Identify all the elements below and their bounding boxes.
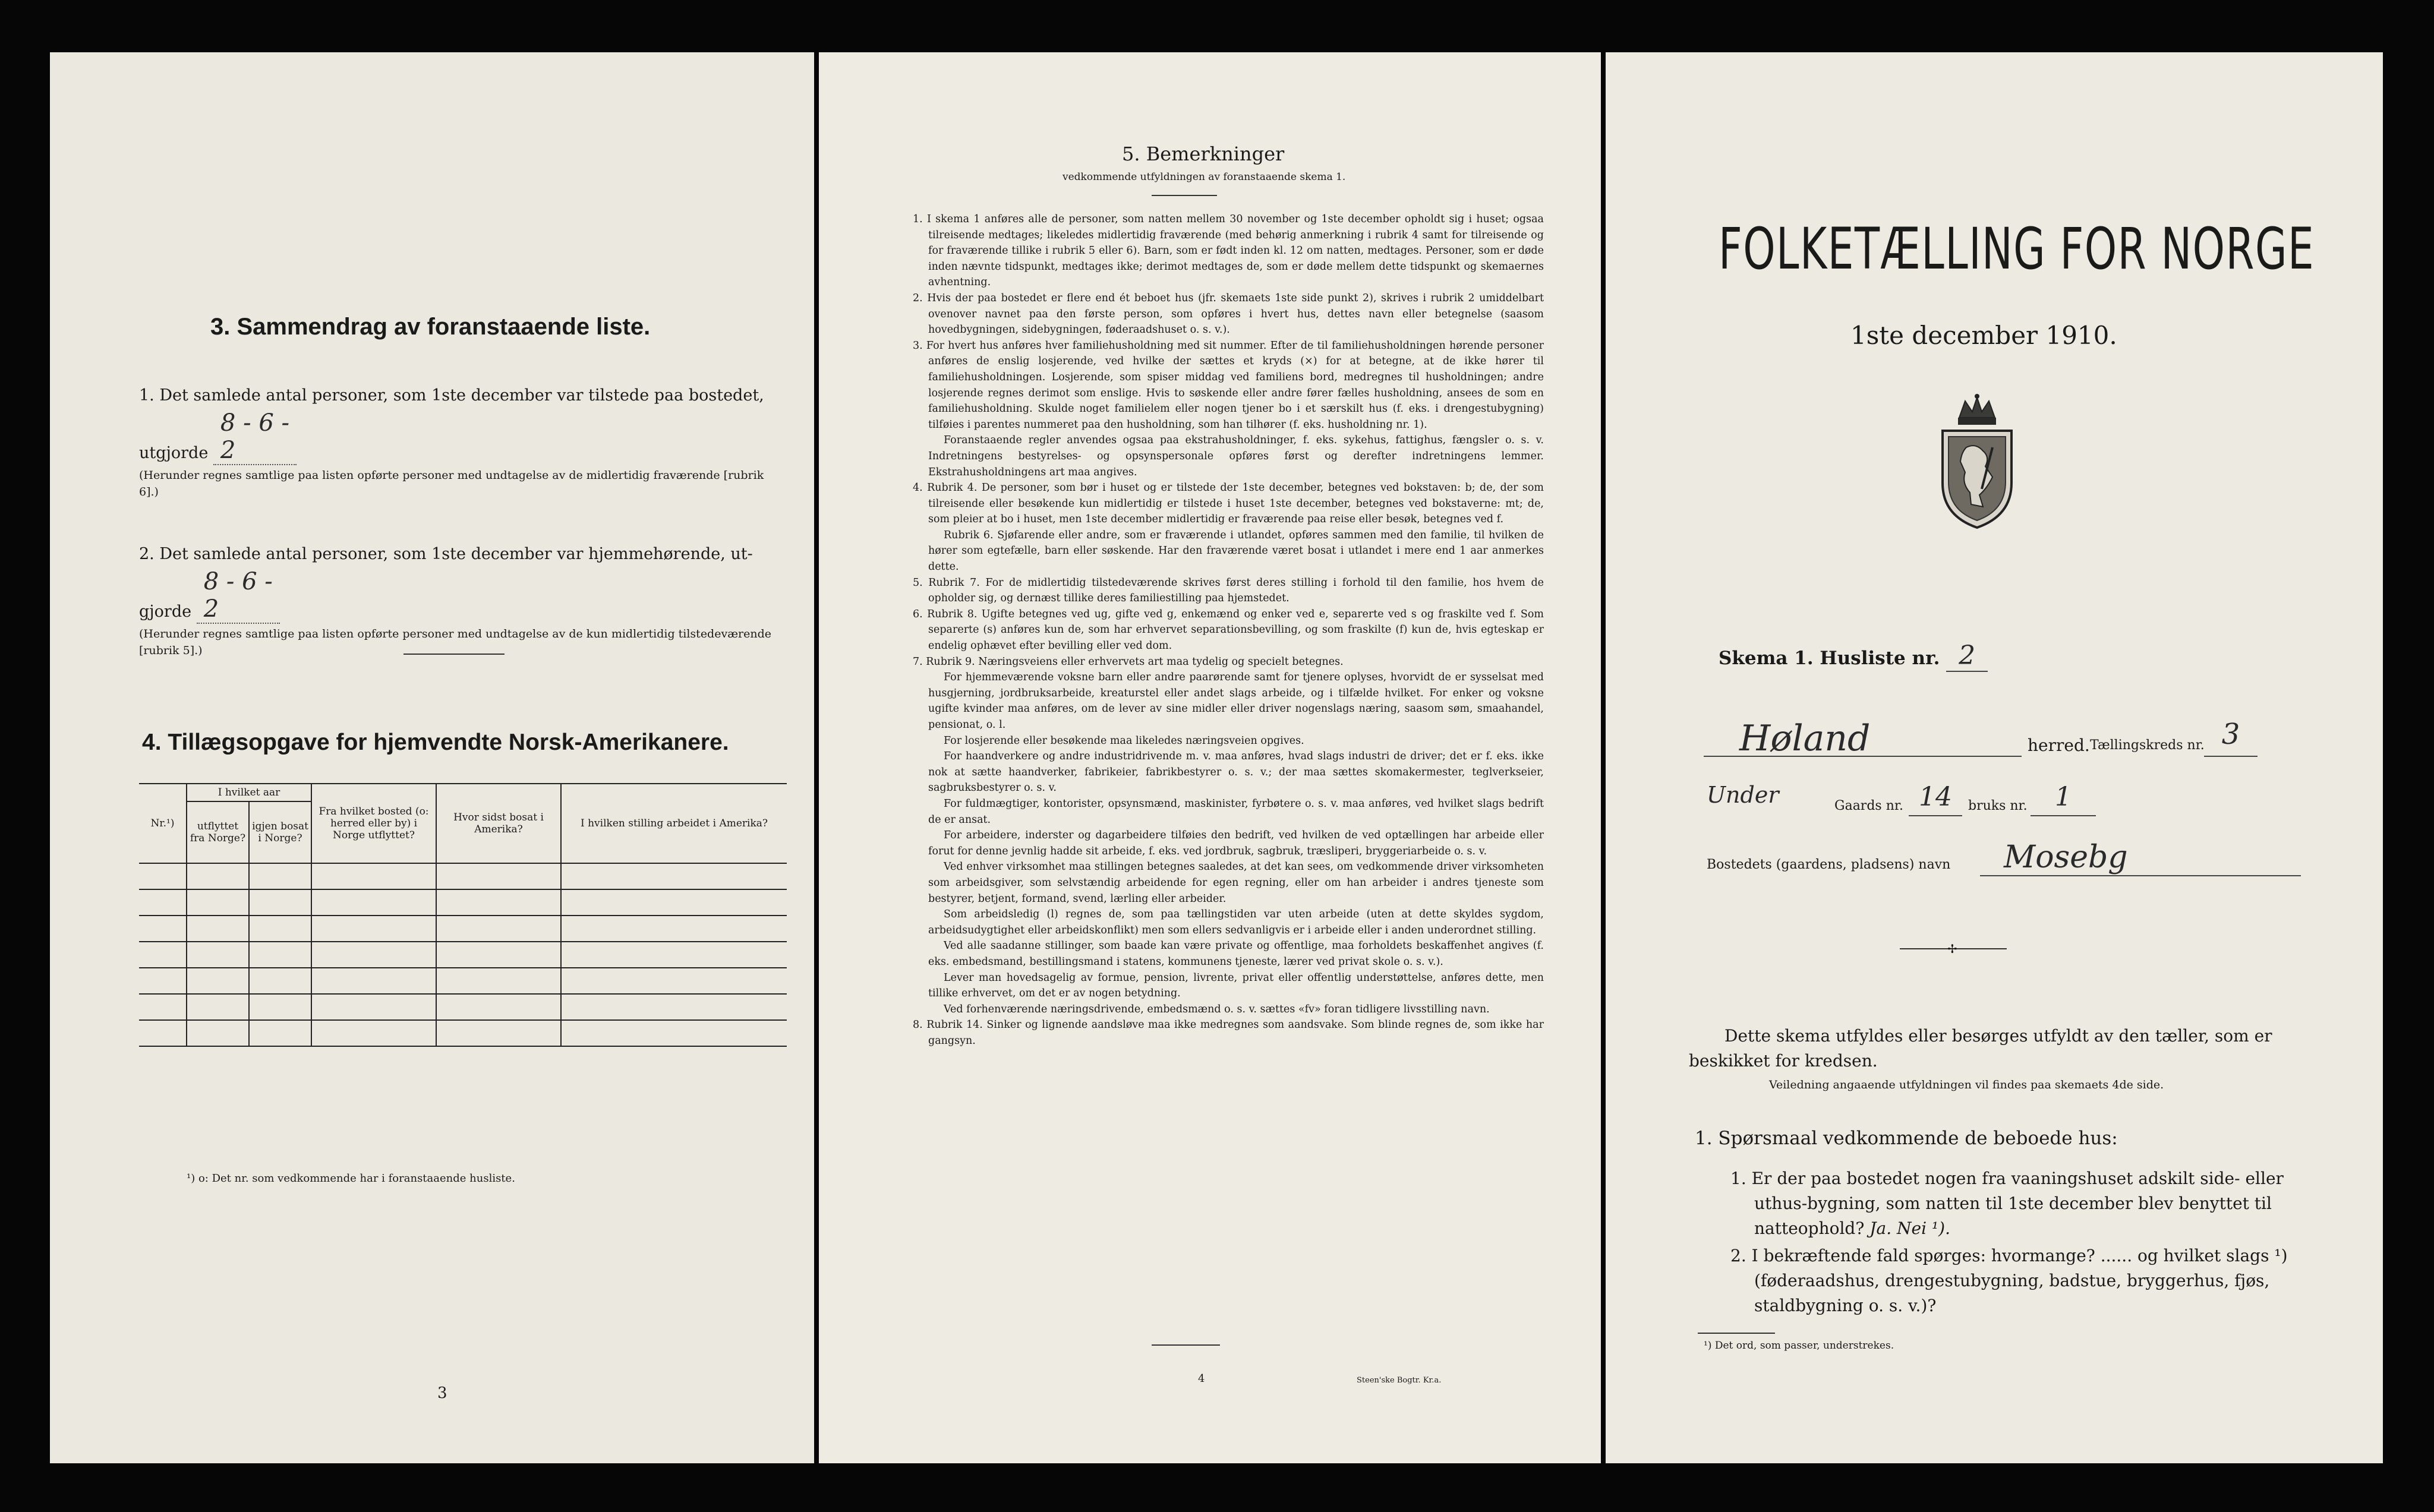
remark-1: 1. I skema 1 anføres alle de personer, som natten mellem 30 november og 1ste december opholdt sig i huset; ogsaa tilreisende medtages; likeledes midlertidig fraværende (med behørig anmerkning i rubrik 4 samt for tilreisende og for fraværende tillike i rubrik 5 eller 6). Barn, som er født inden kl. 12 om natten, medtages. Personer, som er døde inden nævnte tidspunkt, medtages ikke; derimot medtages de, som er døde mellem dette tidspunkt og skemaernes avhentning. [913, 213, 1544, 289]
remark-3: 3. For hvert hus anføres hver familiehusholdning med sit nummer. Efter de til familiehusholdningen hørende personer anføres de enslig losjerende, ved hvilke der sættes et kryds (×) for at betegne, at de ikke hører til familiehusholdningen. Losjerende, som spiser middag ved familiens bord, medregnes til husholdningen; andre losjerende regnes derimot som enslige. Hvis to søskende eller andre fører fælles husholdning, ansees de som en familiehusholdning. Skulde noget familielem eller nogen tjener bo i et særskilt hus (f. eks. i drengestubygning) tilføies i parentes nummeret paa den husholdning, som han tilhører (f. eks. husholdning nr. 1). [913, 339, 1544, 431]
q1-1 [1730, 1166, 2325, 1241]
bosted-field[interactable]: Mosebg [1980, 839, 2301, 876]
page-3-summary [50, 52, 814, 1463]
bosted-line [1707, 839, 2325, 887]
col-group-aar: I hvilket aar [187, 784, 311, 801]
table-row [139, 942, 787, 968]
item1-text: 1. Det samlede antal personer, som 1ste december var tilstede paa bostedet, [139, 386, 764, 405]
section3-item2 [139, 541, 793, 659]
remark-7e: For arbeidere, inderster og dagarbeidere tilføies den bedrift, ved hvilken de ved optællingen har arbeide eller forut for denne jevnlig hadde sit arbeide, f. eks. ved jordbruk, sagbruk, træsliperi, bryggeriarbeide o. s. v. [928, 829, 1544, 857]
herred-line [1704, 718, 2345, 759]
table-row [139, 1020, 787, 1046]
remark-7c: For haandverkere og andre industridrivende m. v. maa anføres, hvad slags industri de driver; det er f. eks. ikke nok at sætte haandverker, fabrikeier, fabrikbestyrer o. s. v.; der maa sættes skomakermester, teglverkseier, sagbruksbestyrer o. s. v. [928, 750, 1544, 794]
remark-7h: Ved alle saadanne stillinger, som baade kan være private og offentlige, maa forholdets beskaffenhet angives (f. eks. embedsmand, bestillingsmand i statens, kommunens tjeneste, lærer ved privat skole o. s. v.). [928, 940, 1544, 968]
title-divider [1152, 195, 1217, 196]
gaards-prefix: Under [1707, 782, 1779, 808]
remark-7j: Ved forhenværende næringsdrivende, embedsmænd o. s. v. sættes «fv» foran tidligere livsstilling navn. [944, 1003, 1490, 1015]
remark-2: 2. Hvis der paa bostedet er flere end ét beboet hus (jfr. skemaets 1ste side punkt 2), skrives i rubrik 2 umiddelbart ovenover navnet paa den første person, som opføres i hvert hus, dettes navn eller betegnelse (saasom hovedbygningen, sidebygningen, føderaadshuset o. s. v.). [913, 292, 1544, 336]
gaards-line [1707, 782, 2241, 823]
remark-7f: Ved enhver virksomhet maa stillingen betegnes saaledes, at det kan sees, om vedkommende driver virksomheten som arbeidsgiver, som selvstændig arbeidende for egen regning, eller om han arbeider i andres tjeneste som bestyrer, betjent, formand, svend, lærling eller arbeider. [928, 861, 1544, 905]
table-row [139, 968, 787, 994]
ornament-icon: ✢ [1947, 942, 1957, 956]
col-hvor: Hvor sidst bosat i Amerika? [436, 784, 561, 863]
bruks-field[interactable]: 1 [2031, 782, 2096, 816]
remark-7: 7. Rubrik 9. Næringsveiens eller erhvervets art maa tydelig og specielt betegnes. [913, 655, 1344, 668]
footnote: ¹) Det ord, som passer, understrekes. [1704, 1340, 1894, 1352]
item1-label: utgjorde [139, 444, 209, 462]
col-utflyttet: utflyttet fra Norge? [187, 801, 249, 863]
remark-6: 6. Rubrik 8. Ugifte betegnes ved ug, gifte ved g, enkemænd og enker ved e, separerte ved s og fraskilte ved f. Som separerte (s) anføres kun de, som har erhvervet separationsbevilling, og som fraskilte (f) kun de, hvis egteskap er endelig ophævet efter bevilling eller ved dom. [913, 608, 1544, 652]
kreds-field[interactable]: 3 [2204, 718, 2258, 757]
page-1-cover [1606, 52, 2383, 1463]
remarks-subtitle: vedkommende utfyldningen av foranstaaende skema 1. [1062, 171, 1346, 183]
remark-4: 4. Rubrik 4. De personer, som bør i huset og er tilstede der 1ste december, betegnes ved bokstaven: b; de, der som tilreisende eller besøkende kun midlertidig er tilstede i huset 1ste december, betegnes ved bokstaverne: mt; de, som pleier at bo i huset, men 1ste december midlertidig er fraværende paa reise eller besøk, betegnes ved f. [913, 482, 1544, 526]
remark-3b: Foranstaaende regler anvendes ogsaa paa ekstrahusholdninger, f. eks. sykehus, fattighus, fængsler o. s. v. Indretningens bestyrelses- og opsynspersonale opføres først og derefter indretningens lemmer. Ekstrahusholdningens art maa angives. [928, 434, 1544, 478]
item2-value[interactable]: 8 - 6 - 2 [197, 568, 280, 624]
norway-coat-of-arms-icon [1935, 394, 2019, 531]
bruks-label: bruks nr. [1968, 798, 2028, 813]
herred-field[interactable]: Høland [1704, 718, 2022, 757]
gaards-label: Gaards nr. [1834, 798, 1903, 813]
q1-1-text: 1. Er der paa bostedet nogen fra vaaningshuset adskilt side- eller uthus-bygning, som natten til 1ste december blev benyttet til natteophold? [1730, 1169, 2284, 1238]
col-nr: Nr.¹) [139, 784, 187, 863]
divider [403, 654, 505, 655]
census-date: 1ste december 1910. [1850, 321, 2117, 350]
table-row [139, 889, 787, 916]
remark-8: 8. Rubrik 14. Sinker og lignende aandsløve maa ikke medregnes som aandsvake. Som blinde regnes de, som ikke har gangsyn. [913, 1019, 1544, 1047]
husliste-nr-field[interactable]: 2 [1946, 640, 1988, 672]
col-fra: Fra hvilket bosted (o: herred eller by) i Norge utflyttet? [311, 784, 436, 863]
section4-title: 4. Tillægsopgave for hjemvendte Norsk-Amerikanere. [142, 730, 729, 755]
gaards-field[interactable]: 14 [1909, 782, 1962, 816]
q1-2: 2. I bekræftende fald spørges: hvormange? ...... og hvilket slags ¹) (føderaadshus, drengestubygning, badstue, bryggerhus, fjøs, staldbygning o. s. v.)? [1730, 1246, 2288, 1315]
remark-7b: For losjerende eller besøkende maa likeledes næringsveien opgives. [944, 734, 1304, 747]
printer-mark: Steen'ske Bogtr. Kr.a. [1357, 1376, 1442, 1385]
page-number: 3 [437, 1384, 447, 1402]
remark-5: 5. Rubrik 7. For de midlertidig tilstedeværende skrives først deres stilling i forhold til den familie, hos hvem de opholder sig, og dernæst tillike deres familiestilling paa hjemstedet. [913, 576, 1544, 605]
item1-note: (Herunder regnes samtlige paa listen opførte personer med undtagelse av de midlertidig fraværende [rubrik 6].) [139, 469, 764, 498]
item2-label: gjorde [139, 602, 192, 621]
veiledning-text: Veiledning angaaende utfyldningen vil findes paa skemaets 4de side. [1769, 1078, 2164, 1091]
section3-title: 3. Sammendrag av foranstaaende liste. [210, 314, 651, 340]
section4-footnote: ¹) o: Det nr. som vedkommende har i foranstaaende husliste. [187, 1172, 515, 1185]
item2-note: (Herunder regnes samtlige paa listen opførte personer med undtagelse av de kun midlertidig tilstedeværende [rubrik 5].) [139, 627, 772, 657]
item1-value[interactable]: 8 - 6 - 2 [213, 409, 297, 465]
norsk-amerikanere-table [139, 783, 787, 1047]
table-row [139, 863, 787, 889]
remark-7g: Som arbeidsledig (l) regnes de, som paa tællingstiden var uten arbeide (uten at dette skyldes sygdom, arbeidsudygtighet eller arbeidskonflikt) men som ellers sedvanligvis er i arbeide eller i anden underordnet stilling. [928, 908, 1544, 936]
remark-7a: For hjemmeværende voksne barn eller andre paarørende samt for tjenere oplyses, hvorvidt de er sysselsat med husgjerning, jordbruksarbeide, kreaturstel eller andet slags arbeide, og i tilfælde hvilket. For enker og voksne ugifte kvinder maa anføres, om de lever av sine midler eller driver nogenslags næring, saasom søm, smaahandel, pensionat, o. l. [928, 671, 1544, 731]
page-number: 4 [1198, 1372, 1205, 1385]
end-divider [1152, 1344, 1220, 1346]
bosted-label: Bostedets (gaardens, pladsens) navn [1707, 857, 1951, 872]
remarks-body [908, 212, 1544, 1049]
herred-label: herred. [2028, 736, 2090, 755]
remark-7d: For fuldmægtiger, kontorister, opsynsmænd, maskinister, fyrbøtere o. s. v. maa anføres, ved hvilket slags bedrift de er ansat. [928, 797, 1544, 826]
q1-heading: 1. Spørsmaal vedkommende de beboede hus: [1695, 1128, 2118, 1149]
census-title: FOLKETÆLLING FOR NORGE [1719, 216, 2315, 282]
col-igjen: igjen bosat i Norge? [249, 801, 311, 863]
remark-7i: Lever man hovedsagelig av formue, pension, livrente, privat eller offentlig understøttelse, anføres dette, men tillike erhvervet, om det er av nogen betydning. [928, 971, 1544, 1000]
page-4-remarks [819, 52, 1601, 1463]
skema-label: Skema 1. Husliste nr. [1719, 648, 1940, 669]
remarks-title: 5. Bemerkninger [1122, 143, 1285, 165]
footnote-divider [1698, 1333, 1775, 1334]
table-row [139, 916, 787, 942]
col-stilling: I hvilken stilling arbeidet i Amerika? [561, 784, 787, 863]
q1-1-answer[interactable]: Ja. Nei ¹). [1869, 1219, 1950, 1238]
remark-4b: Rubrik 6. Sjøfarende eller andre, som er fraværende i utlandet, opføres sammen med den familie, til hvilken de hører som egtefælle, barn eller søskende. Har den fraværende været bosat i utlandet i mere end 1 aar anmerkes dette. [928, 529, 1544, 573]
intro-text: Dette skema utfyldes eller besørges utfyldt av den tæller, som er beskikket for kredsen. [1689, 1026, 2272, 1071]
skema-line [1719, 640, 1988, 672]
table-row [139, 994, 787, 1020]
section3-item1 [139, 382, 793, 500]
kreds-label: Tællingskreds nr. [2090, 738, 2205, 753]
item2-text: 2. Det samlede antal personer, som 1ste december var hjemmehørende, ut- [139, 545, 753, 563]
